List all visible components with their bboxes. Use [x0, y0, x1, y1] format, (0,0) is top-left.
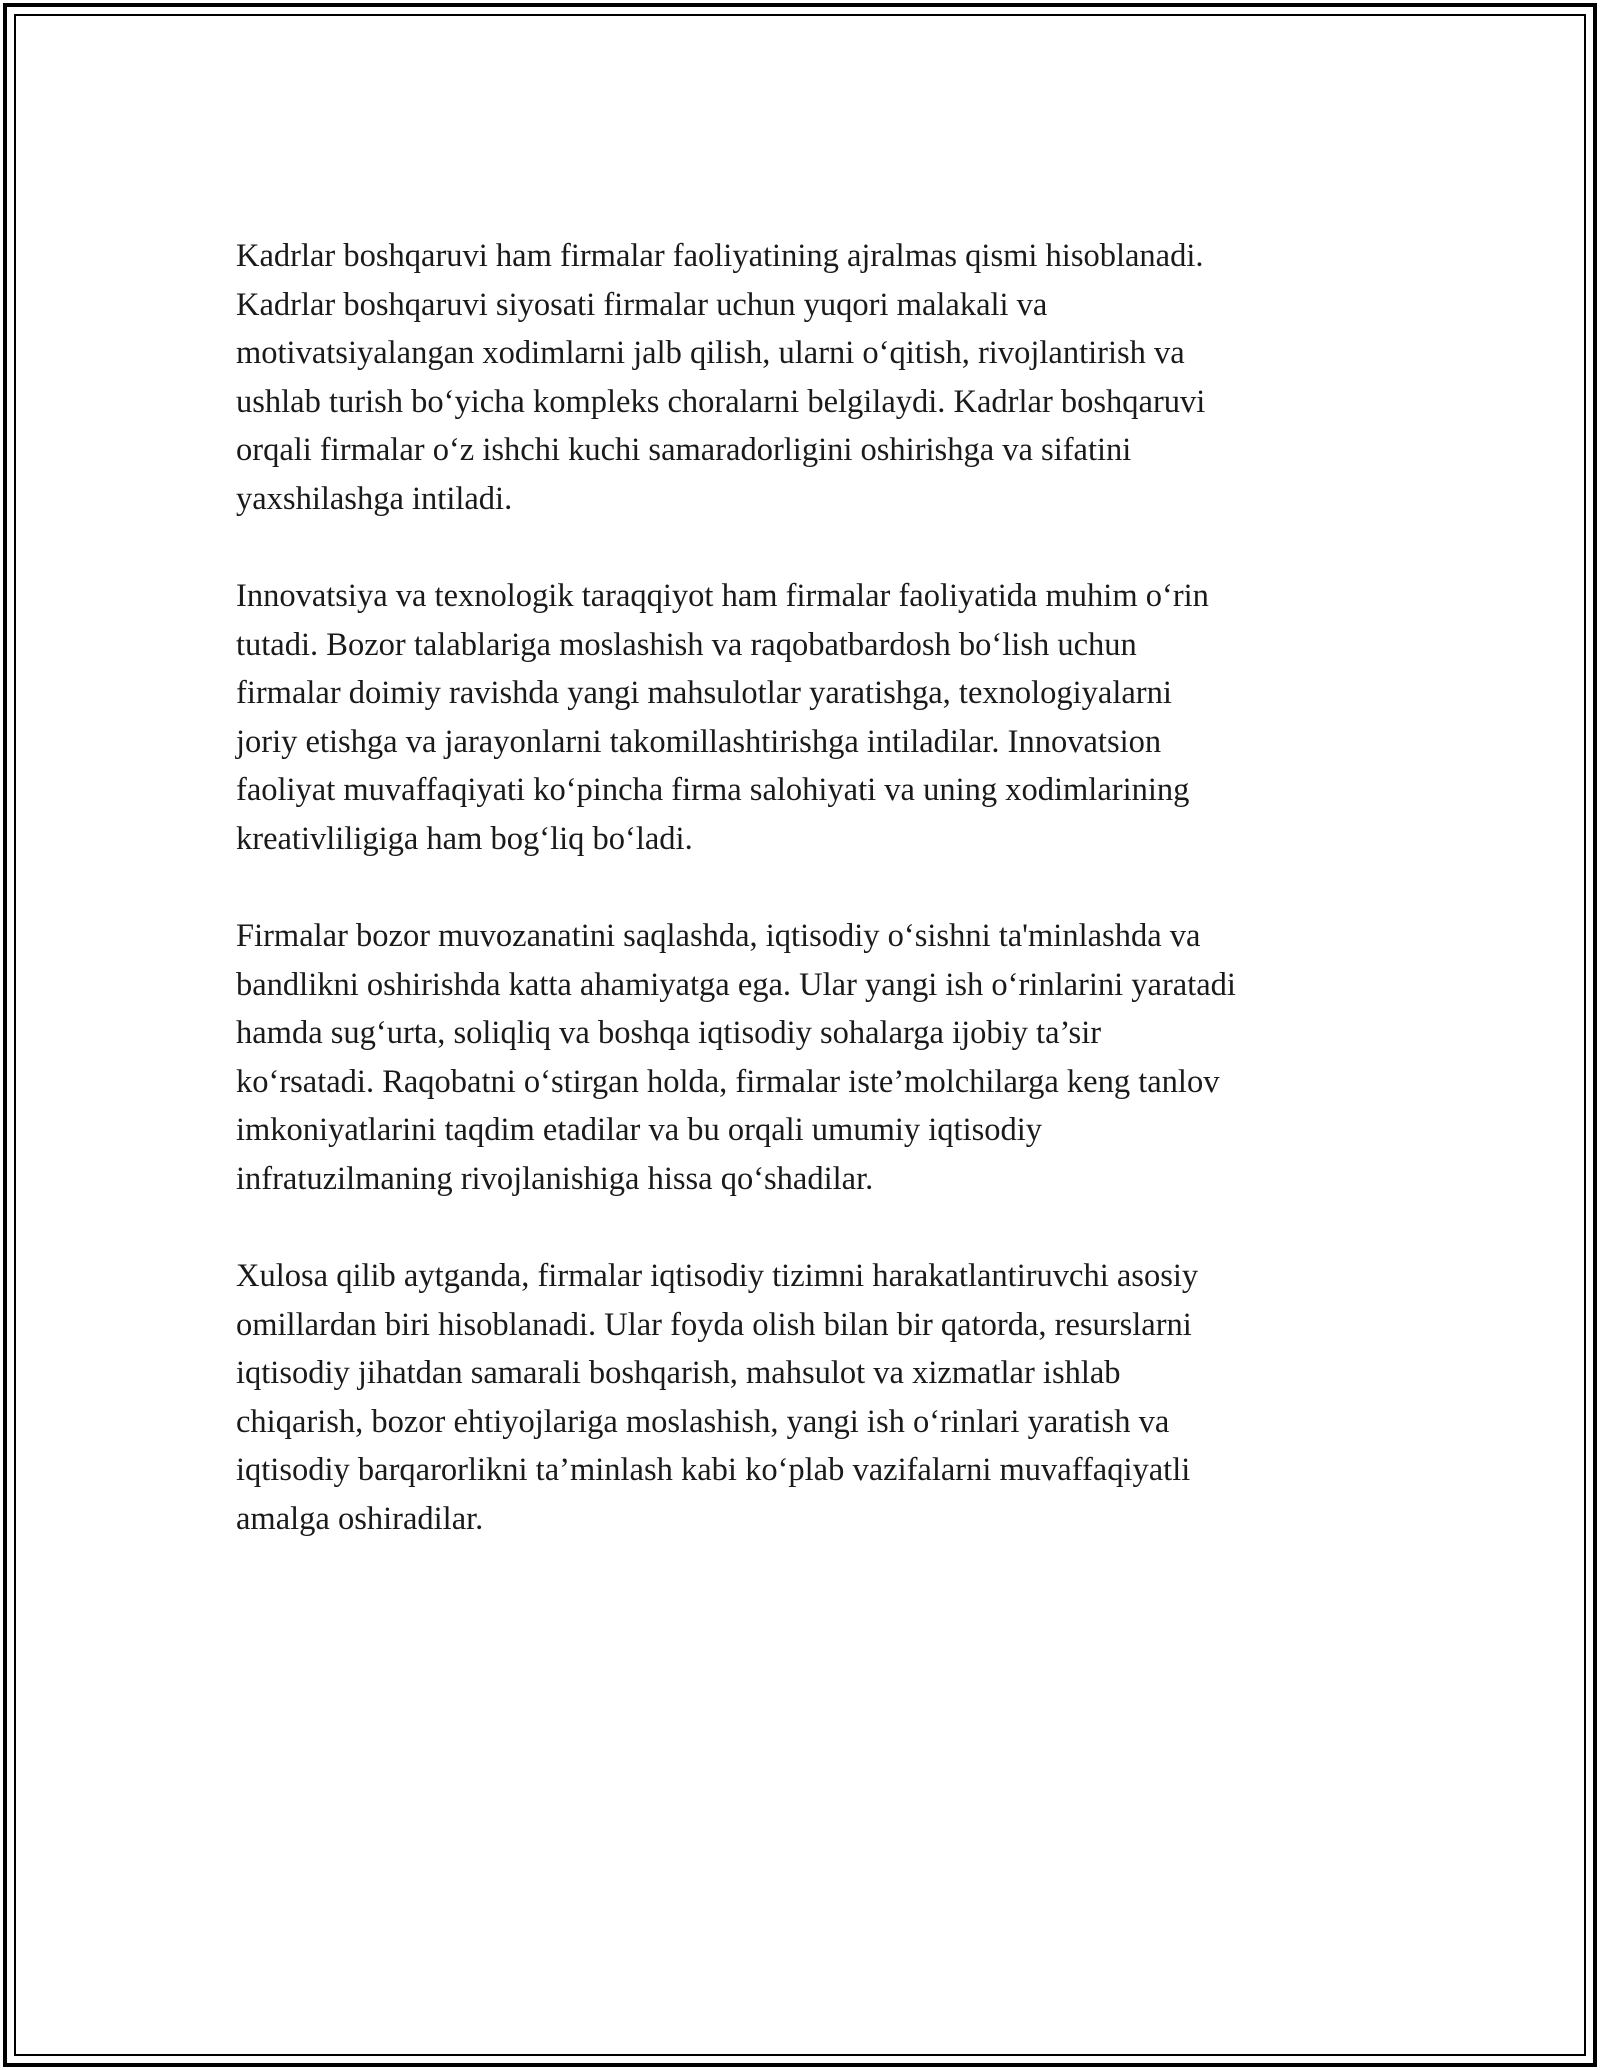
paragraph-innovatsiya: Innovatsiya va texnologik taraqqiyot ham firmalar faoliyatida muhim o‘rin tutadi. Bozor talablariga moslashish va raqobatbardosh bo‘lish uchun firmalar doimiy ravishda yangi mahsulotlar yaratishga, texnologiyalarni joriy etishga va jarayonlarni takomillashtirishga intiladilar. Innovatsion faoliyat muvaffaqiyati ko‘pincha firma salohiyati va uning xodimlarining kreativliligiga ham bog‘liq bo‘ladi. — [236, 578, 1209, 857]
paragraph-bozor-muvozanati: Firmalar bozor muvozanatini saqlashda, iqtisodiy o‘sishni ta'minlashda va bandlikni oshirishda katta ahamiyatga ega. Ular yangi ish o‘rinlarini yaratadi hamda sug‘urta, soliqliq va boshqa iqtisodiy sohalarga ijobiy ta’sir ko‘rsatadi. Raqobatni o‘stirgan holda, firmalar iste’molchilarga keng tanlov imkoniyatlarini taqdim etadilar va bu orqali umumiy iqtisodiy infratuzilmaning rivojlanishiga hissa qo‘shadilar. — [236, 918, 1236, 1197]
paragraph-kadrlar-boshqaruvi: Kadrlar boshqaruvi ham firmalar faoliyatining ajralmas qismi hisoblanadi. Kadrlar boshqaruvi siyosati firmalar uchun yuqori malakali va motivatsiyalangan xodimlarni jalb qilish, ularni o‘qitish, rivojlantirish va ushlab turish bo‘yicha kompleks choralarni belgilaydi. Kadrlar boshqaruvi orqali firmalar o‘z ishchi kuchi samaradorligini oshirishga va sifatini yaxshilashga intiladi. — [236, 238, 1206, 517]
document-body — [236, 232, 1396, 1592]
paragraph-xulosa: Xulosa qilib aytganda, firmalar iqtisodiy tizimni harakatlantiruvchi asosiy omillardan biri hisoblanadi. Ular foyda olish bilan bir qatorda, resurslarni iqtisodiy jihatdan samarali boshqarish, mahsulot va xizmatlar ishlab chiqarish, bozor ehtiyojlariga moslashish, yangi ish o‘rinlari yaratish va iqtisodiy barqarorlikni ta’minlash kabi ko‘plab vazifalarni muvaffaqiyatli amalga oshiradilar. — [236, 1258, 1199, 1537]
